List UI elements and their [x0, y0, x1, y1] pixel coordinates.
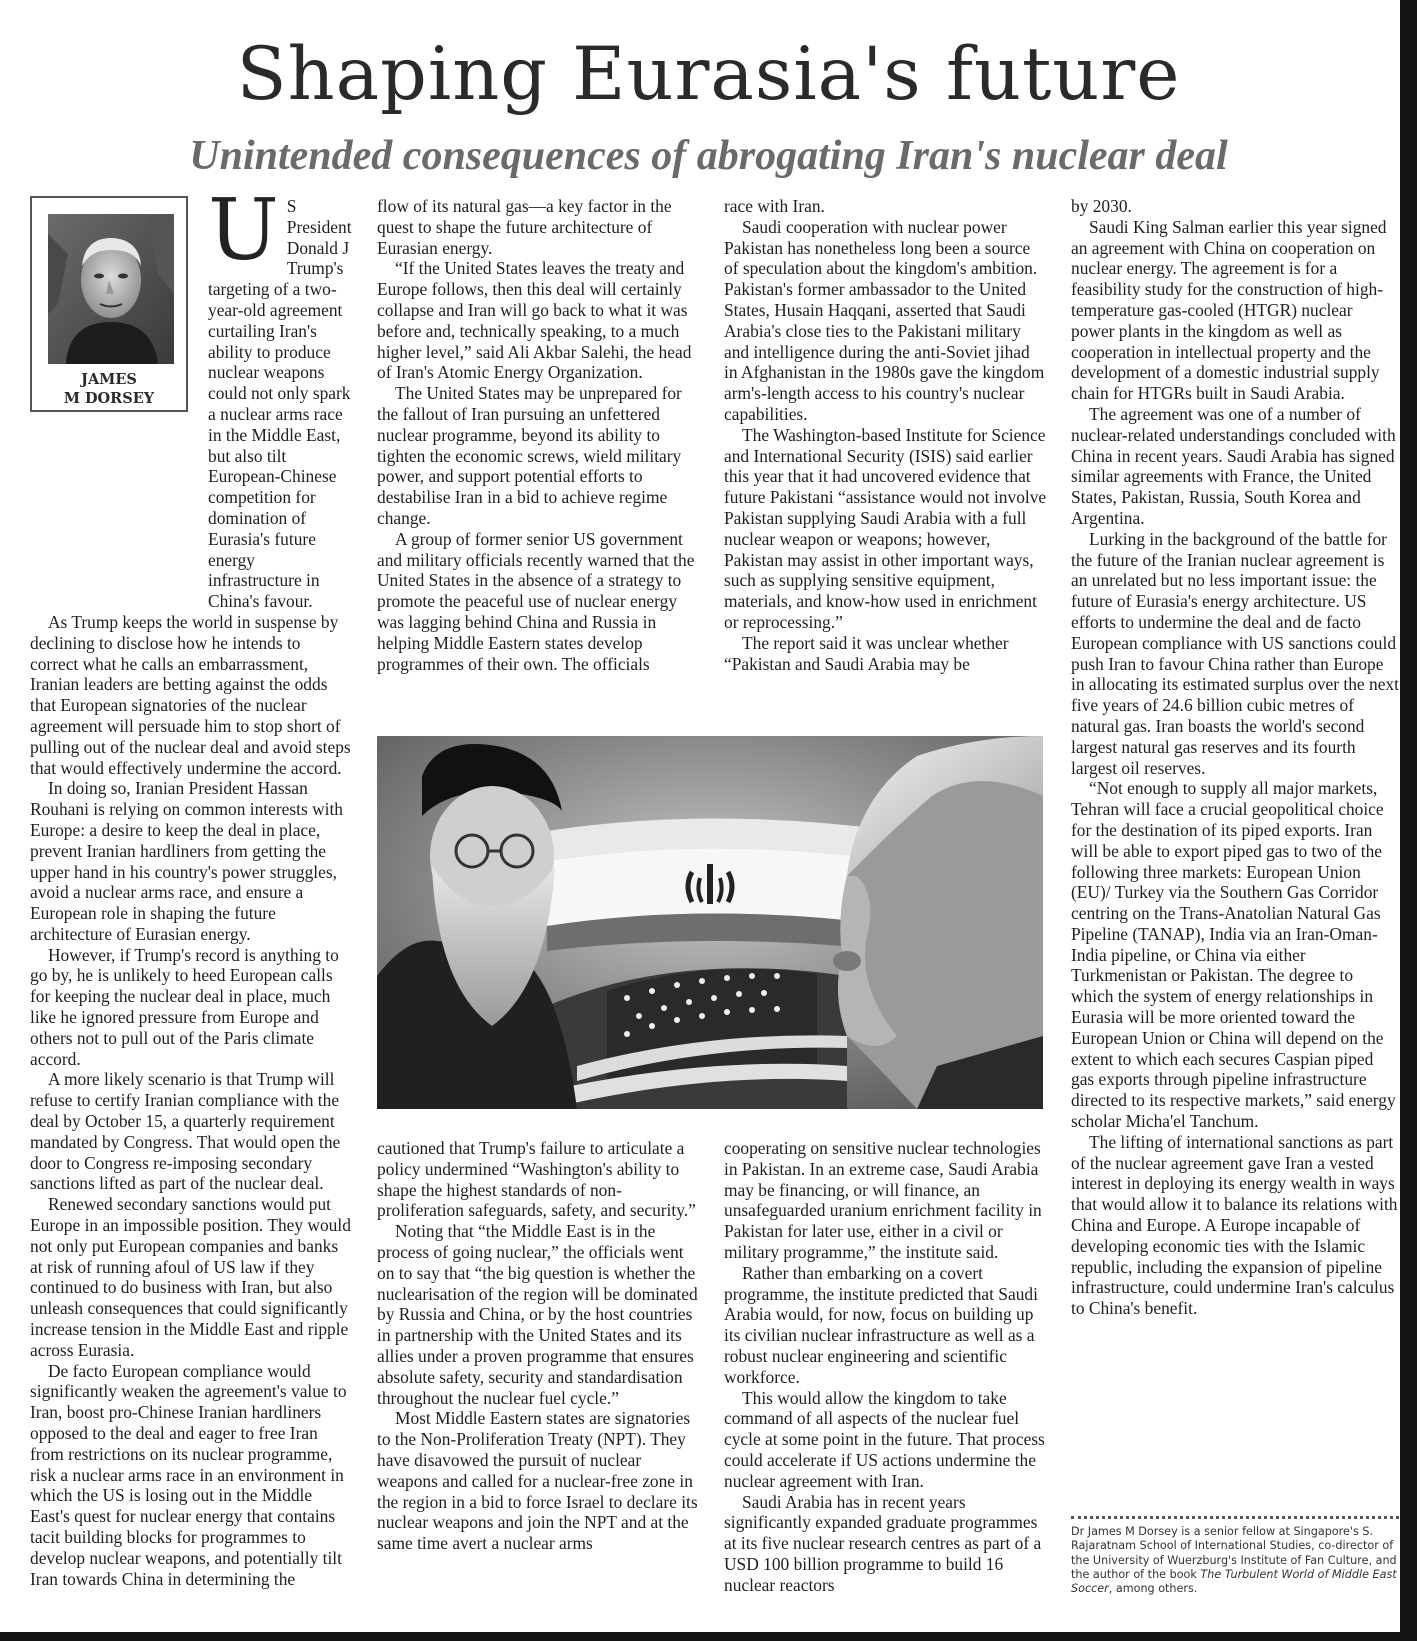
- col2b-paragraph-1: cautioned that Trump's failure to articulate a policy undermined “Washington's ability to shape the highest standards of non-proliferation safeguards, safety, and security.”: [377, 1138, 696, 1221]
- col2b-paragraph-2: Noting that “the Middle East is in the process of going nuclear,” the officials went on to say that “the big question is whether the nuclearisation of the region will be dominated by Russia and China, or by the host countries in partnership with the United States and its allies under a proven programme that ensures absolute safety, security and standardisation throughout the nuclear fuel cycle.”: [377, 1221, 698, 1408]
- col2-paragraph-4: A group of former senior US government and military officials recently warned that the United States in the absence of a strategy to promote the peaceful use of nuclear energy was lagging behind China and Russia in helping Middle Eastern states develop programmes of their own. The officials: [377, 528, 695, 674]
- col3-paragraph-2: Saudi cooperation with nuclear power Pakistan has nonetheless long been a source of speculation about the kingdom's ambition. Pakistan's former ambassador to the United States, Husain Haqqani, asserted that Saudi Arabia's close ties to the Pakistani military and intelligence during the anti-Soviet jihad in Afghanistan in the 1980s gave the kingdom arm's-length access to his country's nuclear capabilities.: [724, 216, 1045, 424]
- drop-cap: U: [208, 181, 279, 279]
- col3-paragraph-1: race with Iran.: [724, 196, 825, 216]
- col4-paragraph-5: “Not enough to supply all major markets, Tehran will face a crucial geopolitical choice for the destination of its piped exports. Iran will be able to export piped gas to two of the following three markets: European Union (EU)/ Turkey via the Southern Gas Corridor centring on the Trans-Anatolian Natural Gas Pipeline (TANAP), India via an Iran-Oman-India pipeline, or China via either Turkmenistan or Pakistan. The degree to which the system of energy relationships in Eurasia will be more oriented toward the European Union or China will depend on the extent to which each secures Caspian piped gas exports through pipeline infrastructure directed to its respective markets,” said energy scholar Micha'el Tanchum.: [1071, 778, 1396, 1132]
- author-photo: [48, 214, 174, 364]
- author-name-line-2: M DORSEY: [63, 390, 155, 407]
- page-frame-right: [1400, 0, 1417, 1641]
- col3b-paragraph-2: Rather than embarking on a covert programme, the institute predicted that Saudi Arabia would, for now, focus on building up its civilian nuclear infrastructure as well as a robust nuclear engineering and scientific workforce.: [724, 1262, 1038, 1387]
- col3-paragraph-3: The Washington-based Institute for Science and International Security (ISIS) said earlier this year that it had uncovered evidence that future Pakistani “assistance would not involve Pakistan supplying Saudi Arabia with a full nuclear weapon or weapons; however, Pakistan may assist in other important ways, such as supplying sensitive equipment, materials, and know-how used in enrichment or reprocessing.”: [724, 424, 1047, 632]
- author-name-line-1: JAMES: [81, 371, 137, 388]
- col3-paragraph-4: The report said it was unclear whether “Pakistan and Saudi Arabia may be: [724, 632, 1009, 674]
- page-frame-bottom: [0, 1632, 1417, 1641]
- headline: Shaping Eurasia's future: [236, 32, 1181, 117]
- col4-paragraph-2: Saudi King Salman earlier this year signed an agreement with China on cooperation on nuclear energy. The agreement is for a feasibility study for the construction of high-temperature gas-cooled (HTGR) nuclear power plants in the kingdom as well as cooperation in intellectual property and the development of a domestic industrial supply chain for HTGRs built in Saudi Arabia.: [1071, 216, 1387, 404]
- col1-paragraph-2: As Trump keeps the world in suspense by declining to disclose how he intends to correct what he calls an embarrassment, Iranian leaders are betting against the odds that European signatories of the nuclear agreement will persuade him to stop short of pulling out of the nuclear deal and avoid steps that would effectively undermine the accord.: [30, 611, 351, 778]
- col4-paragraph-4: Lurking in the background of the battle for the future of the Iranian nuclear agreement is an unrelated but no less important issue: the future of Eurasia's energy architecture. US efforts to undermine the deal and de facto European compliance with US sanctions could push Iran to favour China rather than Europe in allocating its estimated surplus over the next five years of 24.6 billion cubic metres of natural gas. Iran boasts the world's second largest natural gas reserves and its fourth largest oil reserves.: [1071, 528, 1399, 778]
- subheadline: Unintended consequences of abrogating Iran's nuclear deal: [189, 133, 1228, 179]
- col4-paragraph-1: by 2030.: [1071, 196, 1132, 216]
- bio-text-2: , among others.: [1108, 1582, 1198, 1596]
- col2-paragraph-2: “If the United States leaves the treaty and Europe follows, then this deal will certainly collapse and Iran will go back to what it was before and, technically speaking, to a much higher level,” said Ali Akbar Salehi, the head of Iran's Atomic Energy Organization.: [377, 258, 692, 383]
- col3b-paragraph-1: cooperating on sensitive nuclear technologies in Pakistan. In an extreme case, Saudi Arabia may be financing, or will finance, an unsafeguarded uranium enrichment facility in Pakistan for later use, either in a civil or military programme,” the institute said.: [724, 1138, 1042, 1262]
- column-4: [1071, 196, 1399, 1319]
- column-3-upper: [724, 196, 1047, 674]
- col3b-paragraph-4: Saudi Arabia has in recent years significantly expanded graduate programmes at its five nuclear research centres as part of a USD 100 billion programme to build 16 nuclear reactors: [724, 1491, 1042, 1595]
- bio-text-1: Dr James M Dorsey is a senior fellow at Singapore's S. Rajaratnam School of International Studies, co-director of the University of Wuerzburg's Institute of Fan Culture, and the author of the book: [1071, 1525, 1397, 1581]
- bio-book-title: The Turbulent World of Middle East Soccer: [1071, 1567, 1397, 1596]
- column-2-upper: [377, 196, 702, 674]
- lead-paragraph: S President Donald J Trump's targeting of a two-year-old agreement curtailing Iran's ability to produce nuclear weapons could not only spark a nuclear arms race in the Middle East, but also tilt European-Chinese competition for domination of Eurasia's future energy infrastructure in China's favour.: [208, 196, 352, 612]
- col3b-paragraph-3: This would allow the kingdom to take command of all aspects of the nuclear fuel cycle at some point in the future. That process could accelerate if US actions undermine the nuclear agreement with Iran.: [724, 1387, 1045, 1491]
- col1-paragraph-6: Renewed secondary sanctions would put Europe in an impossible position. They would not only put European companies and banks at risk of running afoul of US law if they continued to do business with Iran, but also unleash consequences that could significantly increase tension in the Middle East and ripple across Eurasia.: [30, 1194, 351, 1360]
- col1-paragraph-4: However, if Trump's record is anything to go by, he is unlikely to heed European calls for keeping the nuclear deal in place, much like he ignored pressure from Europe and others not to pull out of the Paris climate accord.: [30, 944, 339, 1069]
- khamenei-trump-photo: [377, 736, 1043, 1109]
- col2-paragraph-1: flow of its natural gas—a key factor in the quest to shape the future architecture of Eurasian energy.: [377, 196, 672, 258]
- column-2-lower: [377, 1138, 702, 1554]
- col2b-paragraph-3: Most Middle Eastern states are signatories to the Non-Proliferation Treaty (NPT). They have disavowed the pursuit of nuclear weapons and called for a nuclear-free zone in the region in a bid to force Israel to declare its nuclear weapons and join the NPT and at the same time avert a nuclear arms: [377, 1408, 698, 1554]
- author-name: [32, 370, 186, 408]
- bio-divider: [1071, 1516, 1399, 1519]
- col4-paragraph-3: The agreement was one of a number of nuclear-related understandings concluded with China in recent years. Saudi Arabia has signed similar agreements with France, the United States, Pakistan, Russia, South Korea and Argentina.: [1071, 403, 1396, 528]
- author-bio: [1071, 1525, 1399, 1596]
- col2-paragraph-3: The United States may be unprepared for the fallout of Iran pursuing an unfettered nuclear programme, beyond its ability to tighten the economic screws, wield military power, and support potential efforts to destabilise Iran in a bid to achieve regime change.: [377, 383, 682, 528]
- col4-paragraph-6: The lifting of international sanctions as part of the nuclear agreement gave Iran a vested interest in deploying its energy wealth in ways that would allow it to balance its relations with China and Europe. A Europe incapable of developing economic ties with the Islamic republic, including the expansion of pipeline infrastructure, could undermine Iran's calculus to China's benefit.: [1071, 1131, 1398, 1319]
- col1-paragraph-5: A more likely scenario is that Trump will refuse to certify Iranian compliance with the deal by October 15, a quarterly requirement mandated by Congress. That would open the door to Congress re-imposing secondary sanctions lifted as part of the nuclear deal.: [30, 1069, 341, 1194]
- col1-paragraph-7: De facto European compliance would significantly weaken the agreement's value to Iran, boost pro-Chinese Iranian hardliners opposed to the deal and eager to free Iran from restrictions on its nuclear programme, risk a nuclear arms race in an environment in which the US is losing out in the Middle East's quest for nuclear energy that contains tacit building blocks for programmes to develop nuclear weapons, and potentially tilt Iran towards China in determining the: [30, 1360, 347, 1589]
- author-box: [30, 196, 188, 412]
- lead-paragraph-wrap: [208, 181, 353, 612]
- column-3-lower: [724, 1138, 1047, 1596]
- col1-paragraph-3: In doing so, Iranian President Hassan Rouhani is relying on common interests with Europe: a desire to keep the deal in place, prevent Iranian hardliners from getting the upper hand in his country's power struggles, avoid a nuclear arms race, and ensure a European role in shaping the future architecture of Eurasian energy.: [30, 778, 343, 944]
